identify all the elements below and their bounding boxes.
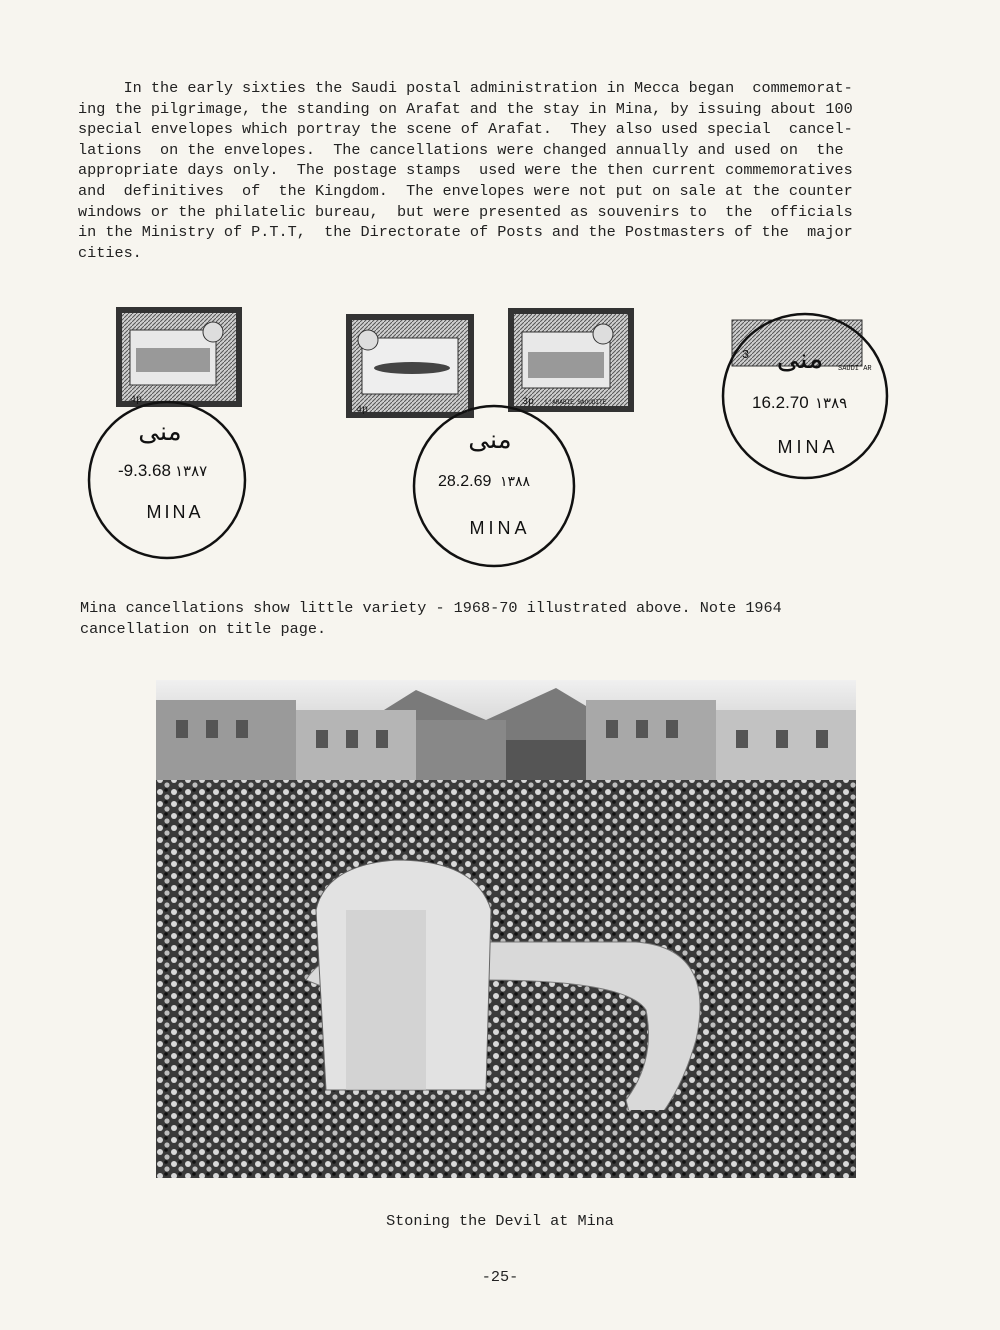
- stamp-3-text: SAUDI AR: [838, 365, 872, 373]
- cancel-2-arabic-date: ١٣٨٨: [500, 473, 531, 489]
- text-line: appropriate days only. The postage stamps used were the then current commemoratives: [78, 161, 853, 180]
- text-line: In the early sixties the Saudi postal administration in Mecca began commemorat-: [78, 79, 853, 97]
- cancel-2-place: MINA: [469, 518, 531, 538]
- text-line: lations on the envelopes. The cancellations were changed annually and used on the: [78, 140, 844, 159]
- stamp-2b: [508, 308, 634, 412]
- cancel-2-arabic-place: منى: [468, 424, 512, 454]
- cancellations-caption: [80, 598, 940, 639]
- cancel-3-place: MINA: [777, 437, 839, 457]
- cancel-2-date: 28.2.69: [438, 473, 492, 490]
- cancel-2: [414, 406, 574, 566]
- cancel-3-date: 16.2.70: [752, 393, 809, 412]
- text-line: in the Ministry of P.T.T, the Directorate of Posts and the Postmasters of the major: [78, 223, 853, 242]
- stamp-1-value: 4p: [130, 395, 143, 406]
- stamp-2a-value: 4p: [356, 405, 369, 416]
- text-line: and definitives of the Kingdom. The envelopes were not put on sale at the counter: [78, 181, 853, 200]
- cancel-1: [89, 402, 245, 558]
- cancel-3-arabic-date: ١٣٨٩: [815, 395, 848, 412]
- intro-paragraph: [78, 78, 940, 263]
- cancel-1-place: MINA: [146, 502, 204, 522]
- stamp-1: [116, 307, 242, 407]
- stamp-illustrations: [0, 290, 1000, 580]
- text-line: cities.: [78, 243, 142, 262]
- photo-stoning-the-devil: [156, 680, 856, 1178]
- stamp-2b-value: 3p: [522, 397, 535, 408]
- stamp-inscription: L'ARABIE SAOUDITE: [545, 399, 607, 406]
- cancel-1-date: -9.3.68: [118, 461, 171, 480]
- photo-caption: Stoning the Devil at Mina: [386, 1212, 614, 1230]
- cancel-1-arabic-date: ١٣٨٧: [175, 463, 208, 480]
- cancel-3-arabic-place: منى: [776, 343, 824, 374]
- text-line: windows or the philatelic bureau, but were presented as souvenirs to the officials: [78, 202, 853, 221]
- caption-line: Mina cancellations show little variety - 1968-70 illustrated above. Note 1964: [80, 599, 782, 617]
- stamps-figure: [0, 290, 1000, 580]
- page-number: -25-: [481, 1268, 519, 1286]
- stamp-2a: [346, 314, 474, 418]
- cancel-1-arabic-place: منى: [138, 416, 182, 446]
- crowd-photo: [156, 680, 856, 1178]
- caption-line: cancellation on title page.: [80, 619, 327, 638]
- text-line: ing the pilgrimage, the standing on Arafat and the stay in Mina, by issuing about 100: [78, 99, 853, 118]
- text-line: special envelopes which portray the scene of Arafat. They also used special cancel-: [78, 120, 853, 139]
- stamp-3-value: 3: [742, 348, 750, 362]
